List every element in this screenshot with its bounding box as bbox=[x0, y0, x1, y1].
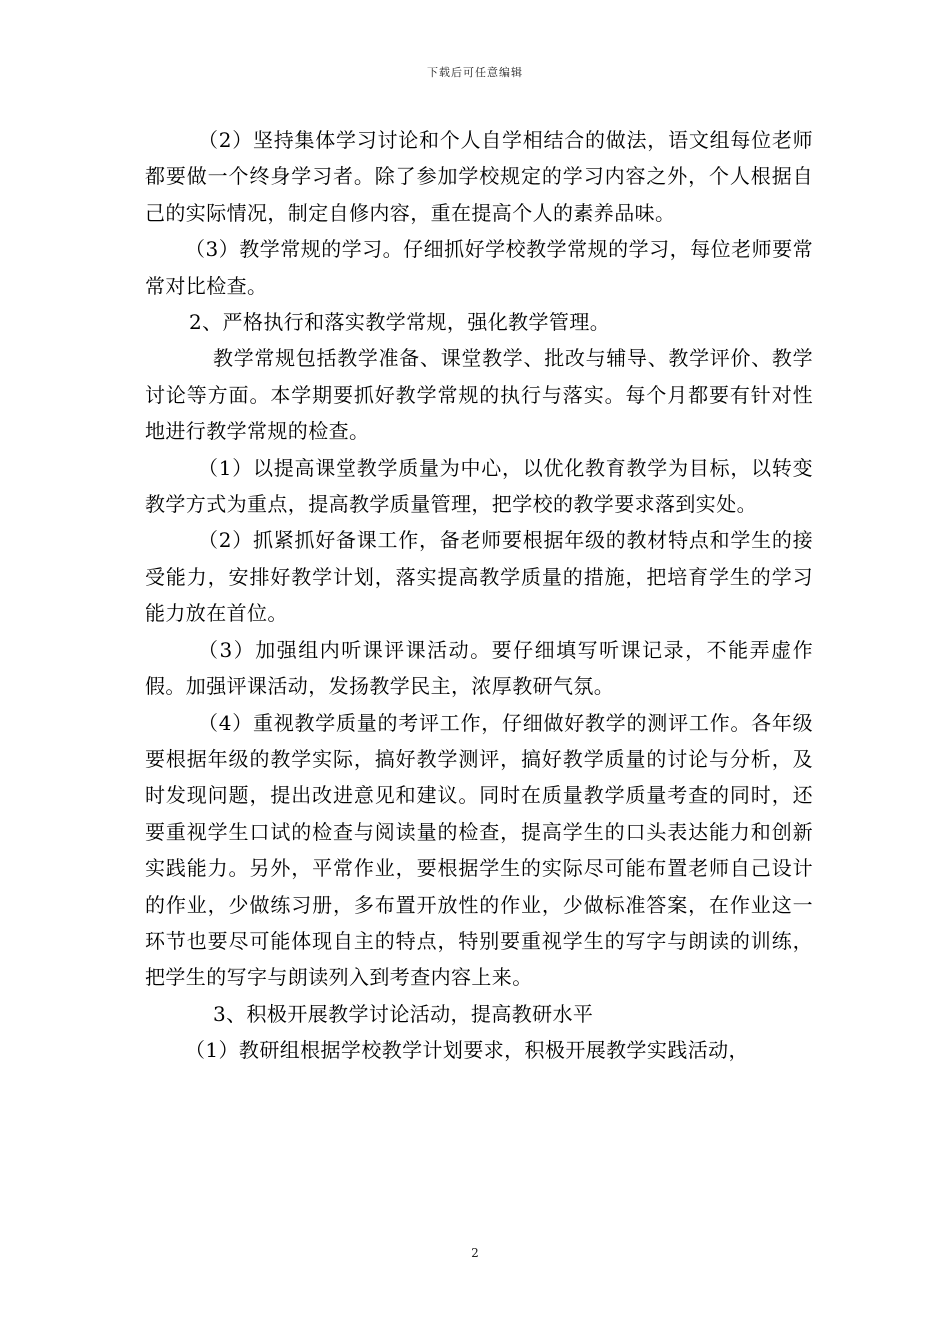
paragraph-routine-study: （3）教学常规的学习。仔细抓好学校教学常规的学习，每位老师要常常对比检查。 bbox=[145, 237, 813, 298]
paragraph-routine-overview: 教学常规包括教学准备、课堂教学、批改与辅导、教学评价、教学讨论等方面。本学期要抓好教学常规的执行与落实。每个月都要有针对性地进行教学常规的检查。 bbox=[145, 346, 813, 444]
paragraph-quality-evaluation: （4）重视教学质量的考评工作，仔细做好教学的测评工作。各年级要根据年级的教学实际，搞好教学测评，搞好教学质量的讨论与分析，及时发现问题，提出改进意见和建议。同时在质量教学质量考查的同时，还要重视学生口试的检查与阅读量的检查，提高学生的口头表达能力和创新实践能力。另外，平常作业，要根据学生的实际尽可能布置老师自己设计的作业，少做练习册，多布置开放性的作业，少做标准答案，在作业这一环节也要尽可能体现自主的特点，特别要重视学生的写字与朗读的训练，把学生的写字与朗读列入到考查内容上来。 bbox=[145, 710, 813, 990]
paragraph-lesson-prep: （2）抓紧抓好备课工作，备老师要根据年级的教材特点和学生的接受能力，安排好教学计划，落实提高教学质量的措施，把培育学生的学习能力放在首位。 bbox=[145, 528, 813, 626]
page-number: 2 bbox=[471, 1246, 479, 1260]
paragraph-lesson-observation: （3）加强组内听课评课活动。要仔细填写听课记录，不能弄虚作假。加强评课活动，发扬教学民主，浓厚教研气氛。 bbox=[145, 637, 813, 699]
paragraph-classroom-quality: （1）以提高课堂教学质量为中心，以优化教育教学为目标，以转变教学方式为重点，提高教学质量管理，把学校的教学要求落到实处。 bbox=[145, 455, 813, 517]
section-heading-research: 3、积极开展教学讨论活动，提高教研水平 bbox=[213, 1001, 594, 1026]
document-body bbox=[145, 122, 813, 1069]
section-heading-teaching-routine: 2、严格执行和落实教学常规，强化教学管理。 bbox=[189, 310, 611, 335]
paragraph-research-activities: （1）教研组根据学校教学计划要求，积极开展教学实践活动， bbox=[185, 1038, 749, 1063]
paragraph-study-method: （2）坚持集体学习讨论和个人自学相结合的做法，语文组每位老师都要做一个终身学习者。除了参加学校规定的学习内容之外，个人根据自己的实际情况，制定自修内容，重在提高个人的素养品味。 bbox=[145, 128, 813, 225]
page-header: 下载后可任意编辑 bbox=[427, 66, 523, 79]
